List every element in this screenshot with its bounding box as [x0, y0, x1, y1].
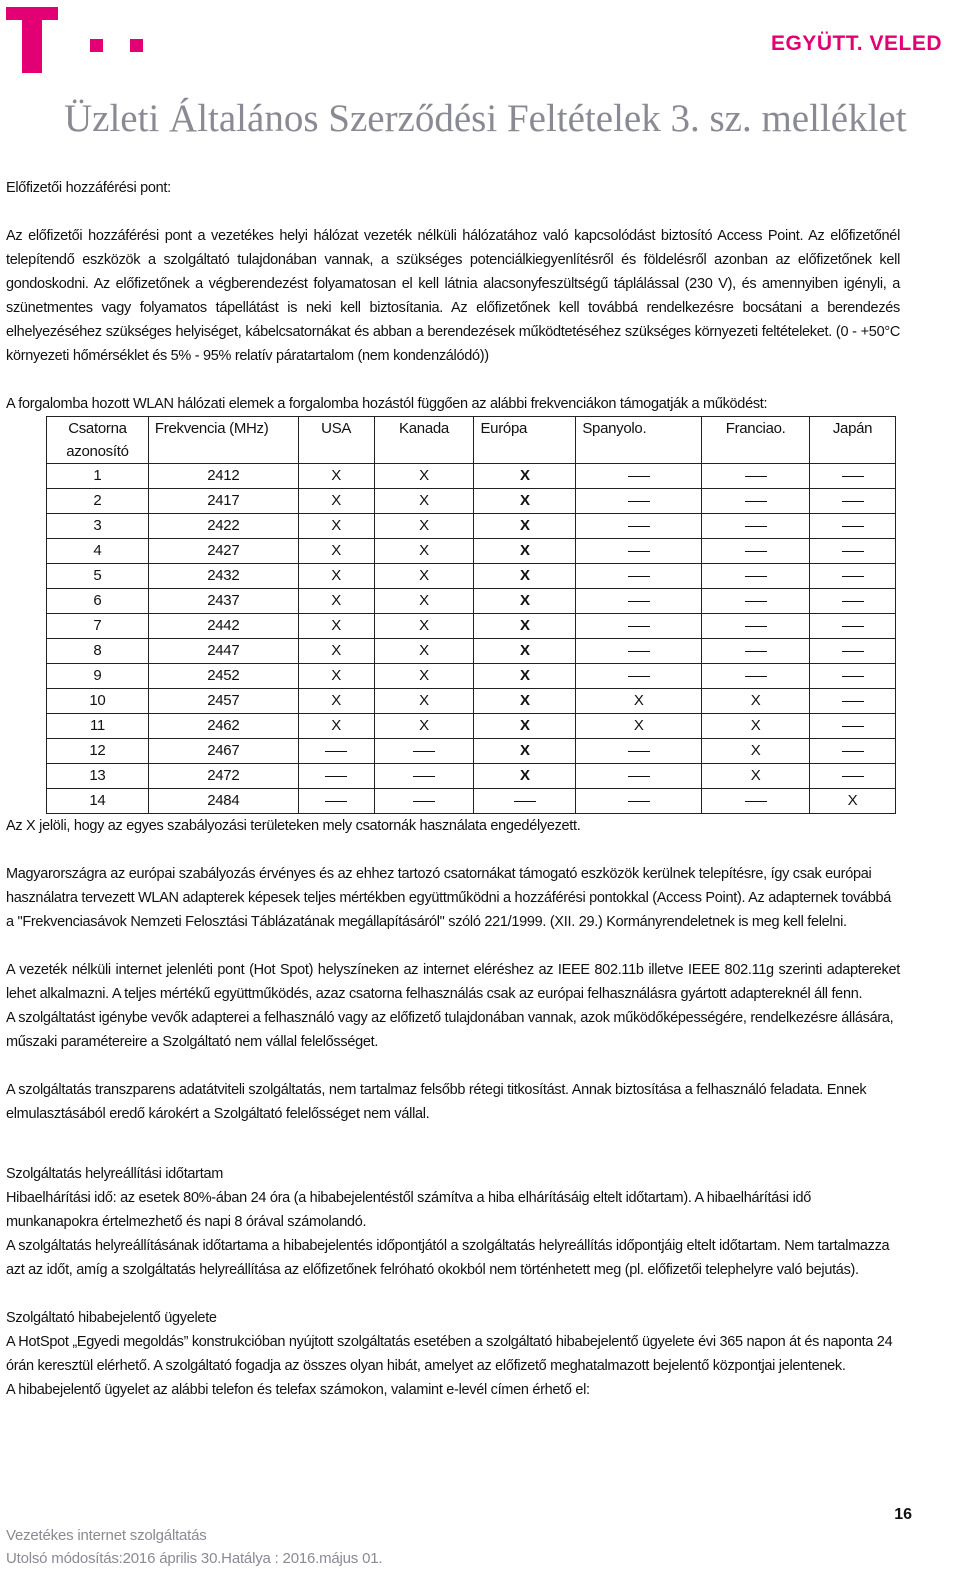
dash-mark [842, 701, 864, 702]
section-heading: Előfizetői hozzáférési pont: [6, 180, 171, 196]
dash-mark [628, 551, 650, 552]
paragraph: A vezeték nélküli internet jelenléti pont (Hot Spot) helyszíneken az internet eléréshez az IEEE 802.11b illetve IEEE 802.11g szerinti adaptereket lehet alkalmazni. A teljes mértékű együttműködés, azaz csatorna felhasználás csak az európai felhasználásra gyártott adaptereknél áll fenn. [6, 962, 900, 1002]
table-cell: 14 [47, 789, 149, 814]
dash-mark [628, 576, 650, 577]
column-header: Franciao. [702, 417, 810, 464]
dash-mark [628, 676, 650, 677]
table-cell: 2427 [148, 539, 298, 564]
table-cell: 5 [47, 564, 149, 589]
table-cell: 2457 [148, 689, 298, 714]
table-cell [298, 764, 374, 789]
table-cell [810, 764, 896, 789]
table-cell: 2447 [148, 639, 298, 664]
table-row [47, 689, 896, 714]
table-cell: 13 [47, 764, 149, 789]
table-cell: X [298, 689, 374, 714]
table-cell [702, 489, 810, 514]
dash-mark [745, 501, 767, 502]
footer-service-name: Vezetékes internet szolgáltatás [6, 1527, 207, 1544]
dash-mark [628, 751, 650, 752]
dash-mark [325, 751, 347, 752]
table-cell: X [298, 639, 374, 664]
paragraph: Hibaelhárítási idő: az esetek 80%-ában 24 óra (a hibabejelentéstől számítva a hiba elhárításáig eltelt időtartam). A hibaelhárítási idő munkanapokra értelmezhető és napi 8 órával számolandó. [6, 1190, 812, 1230]
table-cell [576, 764, 702, 789]
dash-mark [413, 776, 435, 777]
table-cell: X [298, 714, 374, 739]
table-row [47, 664, 896, 689]
paragraph: A szolgáltatást igénybe vevők adapterei a felhasználó vagy az előfizető tulajdonában vannak, azok működőképességére, rendelkezésre állására, műszaki paramétereire a Szolgáltató nem vállal felelősséget. [6, 1010, 894, 1050]
page-title: Üzleti Általános Szerződési Feltételek 3. sz. melléklet [64, 97, 907, 140]
dash-mark [745, 676, 767, 677]
table-cell: X [474, 539, 576, 564]
table-cell [298, 739, 374, 764]
dash-mark [628, 501, 650, 502]
dash-mark [745, 526, 767, 527]
table-cell: X [374, 639, 474, 664]
table-cell: X [298, 464, 374, 489]
paragraph: A szolgáltatás helyreállításának időtartama a hibabejelentés időpontjától a szolgáltatás helyreállítás időpontjáig eltelt időtartam. Nem tartalmazza azt az időt, amíg a szolgáltatás helyreállítása az előfizetőnek felróható okokból nem történhetett meg (pl. előfizetői telephelyre való bejutás). [6, 1238, 890, 1278]
table-cell: 12 [47, 739, 149, 764]
table-cell [810, 514, 896, 539]
table-cell [810, 714, 896, 739]
table-cell: X [374, 489, 474, 514]
dash-mark [745, 551, 767, 552]
table-cell: X [374, 514, 474, 539]
table-cell [702, 614, 810, 639]
table-cell: X [374, 589, 474, 614]
table-cell [810, 614, 896, 639]
column-header: Frekvencia (MHz) [148, 417, 298, 464]
table-cell: X [298, 589, 374, 614]
table-cell: 1 [47, 464, 149, 489]
paragraph: A hibabejelentő ügyelet az alábbi telefon és telefax számokon, valamint e-levél címen érhető el: [6, 1382, 590, 1398]
table-row [47, 739, 896, 764]
table-row [47, 489, 896, 514]
table-cell [702, 589, 810, 614]
table-cell: X [474, 739, 576, 764]
footer-modification-date: Utolsó módosítás:2016 április 30.Hatálya : 2016.május 01. [6, 1550, 383, 1567]
dash-mark [628, 601, 650, 602]
section-heading: Szolgáltató hibabejelentő ügyelete [6, 1310, 217, 1326]
table-cell: X [474, 714, 576, 739]
table-cell: X [298, 664, 374, 689]
table-cell: 10 [47, 689, 149, 714]
table-cell [810, 489, 896, 514]
table-cell [576, 489, 702, 514]
logo-dot [90, 39, 103, 52]
table-note: Az X jelöli, hogy az egyes szabályozási területeken mely csatornák használata engedélyezett. [6, 818, 581, 834]
table-cell [810, 639, 896, 664]
telekom-logo [6, 7, 146, 75]
table-cell [576, 664, 702, 689]
table-row [47, 589, 896, 614]
column-header: USA [298, 417, 374, 464]
table-cell: 2437 [148, 589, 298, 614]
column-header: Spanyolo. [576, 417, 702, 464]
table-cell: X [298, 564, 374, 589]
table-cell: X [374, 539, 474, 564]
dash-mark [842, 626, 864, 627]
dash-mark [745, 651, 767, 652]
dash-mark [745, 476, 767, 477]
dash-mark [628, 651, 650, 652]
dash-mark [413, 751, 435, 752]
table-cell: 2412 [148, 464, 298, 489]
table-cell [576, 789, 702, 814]
dash-mark [842, 526, 864, 527]
table-row [47, 764, 896, 789]
table-cell: X [474, 764, 576, 789]
dash-mark [842, 726, 864, 727]
table-cell [576, 589, 702, 614]
table-cell: X [810, 789, 896, 814]
table-cell: 3 [47, 514, 149, 539]
table-cell [298, 789, 374, 814]
column-header: Japán [810, 417, 896, 464]
dash-mark [842, 751, 864, 752]
logo-dot [130, 39, 143, 52]
logo-t-stem [22, 7, 42, 73]
page-footer [6, 1524, 706, 1570]
table-cell [702, 539, 810, 564]
dash-mark [842, 676, 864, 677]
table-intro: A forgalomba hozott WLAN hálózati elemek a forgalomba hozástól függően az alábbi frekvenciákon támogatják a működést: [6, 396, 768, 412]
table-cell: 2442 [148, 614, 298, 639]
table-cell [702, 639, 810, 664]
table-row [47, 464, 896, 489]
table-cell: X [474, 489, 576, 514]
table-cell [810, 564, 896, 589]
table-cell [576, 539, 702, 564]
table-cell [810, 539, 896, 564]
dash-mark [628, 776, 650, 777]
table-cell: 2462 [148, 714, 298, 739]
table-cell: 2417 [148, 489, 298, 514]
brand-slogan: EGYÜTT. VELED [770, 32, 942, 55]
table-row [47, 639, 896, 664]
table-cell [810, 589, 896, 614]
table-row [47, 614, 896, 639]
table-cell [576, 639, 702, 664]
dash-mark [325, 801, 347, 802]
table-cell: X [374, 564, 474, 589]
dash-mark [628, 626, 650, 627]
paragraph: A HotSpot „Egyedi megoldás” konstrukcióban nyújtott szolgáltatás esetében a szolgáltató hibabejelentő ügyelete évi 365 napon át és naponta 24 órán keresztül elérhető. A szolgáltató fogadja az összes olyan hibát, amelyet az előfizető meghatalmazott bejelentő központjai jelentenek. [6, 1334, 893, 1374]
table-cell [576, 564, 702, 589]
table-row [47, 539, 896, 564]
table-cell: X [374, 689, 474, 714]
dash-mark [842, 601, 864, 602]
table-cell: X [298, 514, 374, 539]
dash-mark [514, 801, 536, 802]
dash-mark [842, 651, 864, 652]
table-cell: 2452 [148, 664, 298, 689]
table-cell: X [702, 689, 810, 714]
table-cell [576, 739, 702, 764]
table-cell: X [702, 764, 810, 789]
table-cell [810, 664, 896, 689]
dash-mark [745, 601, 767, 602]
table-cell: X [474, 464, 576, 489]
table-row [47, 714, 896, 739]
table-cell [702, 664, 810, 689]
paragraph: Az előfizetői hozzáférési pont a vezetékes helyi hálózat vezeték nélküli hálózatához való kapcsolódást biztosító Access Point. Az előfizetőnél telepítendő eszközök a szolgáltató tulajdonában vannak, a szükséges potenciálkiegyenlítésről és földelésről azonban az előfizetőnek kell gondoskodni. Az előfizetőnek a végberendezést folyamatosan el kell látnia alacsonyfeszültségű táplálással (230 V), és amennyiben igényli, a szünetmentes vagy folyamatos tápellátást is neki kell biztosítania. Az előfizetőnek kell továbbá rendelkezésre bocsátani a berendezés elhelyezéséhez szükséges helyiséget, kábelcsatornákat és abban a berendezések működtetéséhez szükséges környezeti feltételeket. (0 - +50°C környezeti hőmérséklet és 5% - 95% relatív páratartalom (nem kondenzálódó)) [6, 228, 900, 364]
table-cell [702, 464, 810, 489]
table-cell [810, 739, 896, 764]
document-body [6, 176, 900, 1402]
table-cell: 9 [47, 664, 149, 689]
table-cell: 4 [47, 539, 149, 564]
table-cell: X [702, 714, 810, 739]
table-cell: X [298, 614, 374, 639]
table-cell [702, 789, 810, 814]
table-cell: X [474, 689, 576, 714]
dash-mark [325, 776, 347, 777]
paragraph: A szolgáltatás transzparens adatátviteli szolgáltatás, nem tartalmaz felsőbb rétegi titkosítást. Annak biztosítása a felhasználó feladata. Ennek elmulasztásából eredő károkért a Szolgáltató felelősséget nem vállal. [6, 1082, 867, 1122]
table-cell: 7 [47, 614, 149, 639]
table-cell: 2422 [148, 514, 298, 539]
table-cell: X [374, 614, 474, 639]
dash-mark [745, 801, 767, 802]
column-header: Kanada [374, 417, 474, 464]
table-row [47, 564, 896, 589]
table-cell: 6 [47, 589, 149, 614]
table-cell: 2 [47, 489, 149, 514]
table-cell: 2432 [148, 564, 298, 589]
dash-mark [745, 576, 767, 577]
table-cell [702, 514, 810, 539]
table-cell [702, 564, 810, 589]
table-cell: X [298, 489, 374, 514]
dash-mark [842, 501, 864, 502]
table-cell: X [374, 464, 474, 489]
table-cell: X [474, 664, 576, 689]
table-header-row [47, 417, 896, 464]
table-cell: X [474, 639, 576, 664]
section-heading: Szolgáltatás helyreállítási időtartam [6, 1166, 223, 1182]
table-cell [576, 464, 702, 489]
table-cell [374, 739, 474, 764]
dash-mark [842, 476, 864, 477]
table-cell: 2484 [148, 789, 298, 814]
page-number: 16 [894, 1506, 912, 1523]
column-header: Csatorna azonosító [47, 417, 149, 464]
table-cell [576, 614, 702, 639]
table-cell: X [474, 614, 576, 639]
table-cell [810, 464, 896, 489]
table-cell: X [474, 514, 576, 539]
dash-mark [628, 476, 650, 477]
table-cell [474, 789, 576, 814]
dash-mark [628, 526, 650, 527]
table-cell: 2467 [148, 739, 298, 764]
table-cell [810, 689, 896, 714]
table-cell: X [474, 589, 576, 614]
table-cell: X [576, 689, 702, 714]
table-cell [576, 514, 702, 539]
table-cell: X [702, 739, 810, 764]
table-row [47, 789, 896, 814]
table-cell: 2472 [148, 764, 298, 789]
dash-mark [628, 801, 650, 802]
table-cell: X [374, 714, 474, 739]
table-cell: 8 [47, 639, 149, 664]
table-row [47, 514, 896, 539]
table-cell: 11 [47, 714, 149, 739]
frequency-table [46, 416, 896, 814]
paragraph: Magyarországra az európai szabályozás érvényes és az ehhez tartozó csatornákat támogató eszközök kerülnek telepítésre, így csak európai használatra tervezett WLAN adapterek képesek teljes mértékben együttműködni a hozzáférési pontokkal (Access Point). Az adapternek továbbá a "Frekvenciasávok Nemzeti Felosztási Táblázatának megállapításáról" szóló 221/1999. (XII. 29.) Kormányrendeletnek is meg kell felelni. [6, 866, 891, 930]
table-cell [374, 764, 474, 789]
table-cell: X [474, 564, 576, 589]
table-cell: X [576, 714, 702, 739]
dash-mark [842, 576, 864, 577]
dash-mark [842, 551, 864, 552]
table-cell [374, 789, 474, 814]
dash-mark [413, 801, 435, 802]
dash-mark [842, 776, 864, 777]
table-cell: X [298, 539, 374, 564]
dash-mark [745, 626, 767, 627]
table-cell: X [374, 664, 474, 689]
column-header: Európa [474, 417, 576, 464]
